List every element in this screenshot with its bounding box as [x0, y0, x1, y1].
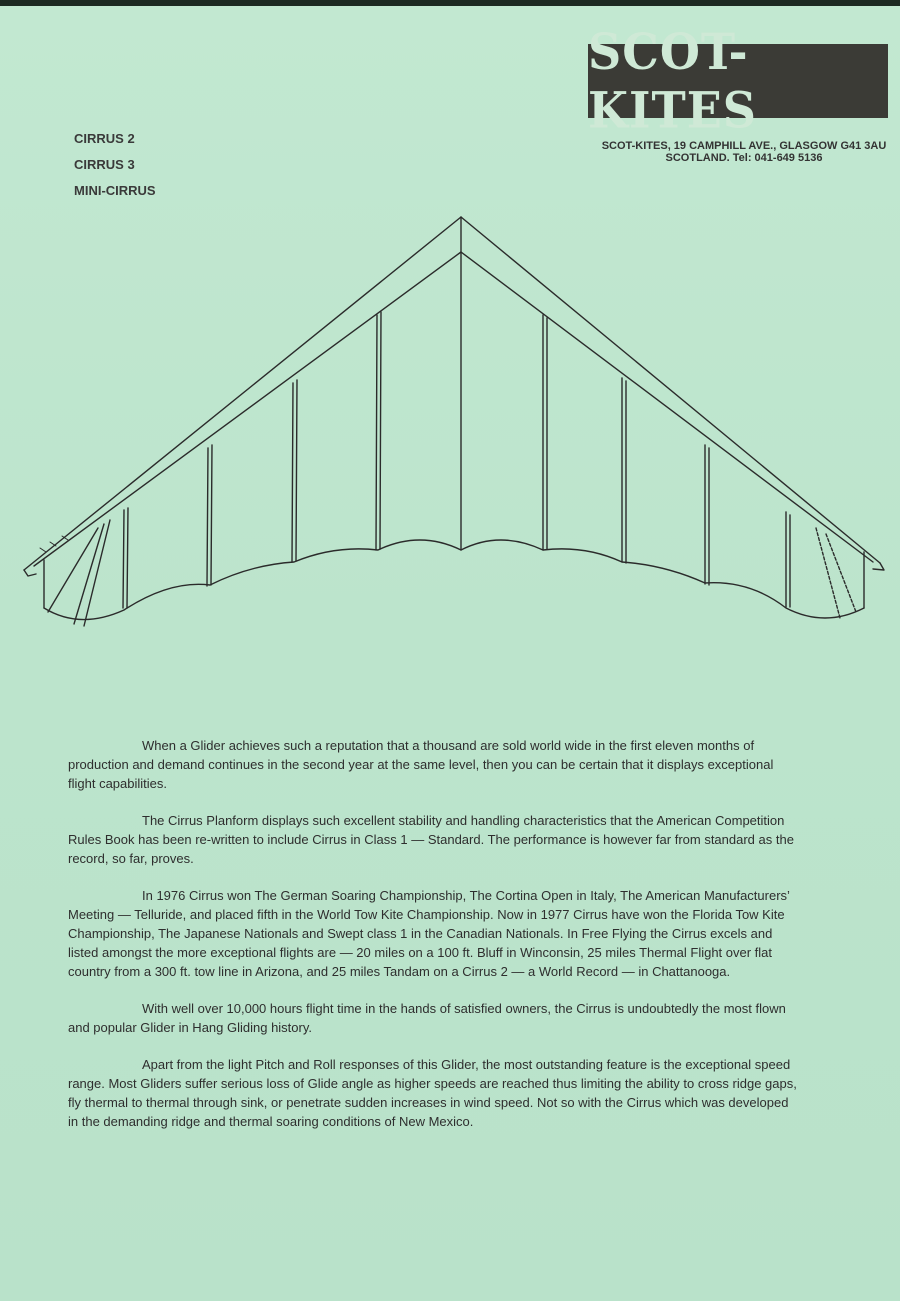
model-list [74, 126, 156, 204]
left-wingtip [24, 570, 36, 576]
right-wingtip [873, 563, 884, 570]
left-batten-2 [207, 448, 208, 586]
left-batten-3 [292, 383, 293, 562]
left-batten-1b [127, 508, 128, 608]
left-tip-batten-c [74, 524, 104, 624]
left-batten-4 [376, 315, 377, 550]
body-text [68, 736, 798, 1149]
left-tip-batten-d [84, 520, 110, 626]
company-address [598, 140, 890, 164]
right-tip-batten-a [816, 528, 840, 618]
model-mini-cirrus: MINI-CIRRUS [74, 183, 156, 198]
trailing-edge [44, 540, 864, 620]
paragraph-reputation: When a Glider achieves such a reputation that a thousand are sold world wide in the first eleven months of production and demand continues in the second year at the same level, then you can be certain that it displays exceptional flight capabilities. [68, 738, 774, 791]
left-batten-3b [296, 380, 297, 561]
left-batten-1 [123, 510, 124, 608]
paragraph-championships: In 1976 Cirrus won The German Soaring Championship, The Cortina Open in Italy, The American Manufacturers’ Meeting — Telluride, and placed fifth in the World Tow Kite Championship. Now in 1977 Cirrus have won the Florida Tow Kite Championship, The Japanese Nationals and Swept class 1 in the Canadian Nationals. In Free Flying the Cirrus excels and listed amongst the more exceptional flights are — 20 miles on a 100 ft. Bluff in Winconsin, 25 miles Thermal Flight over flat country from a 300 ft. tow line in Arizona, and 25 miles Tandam on a Cirrus 2 — a World Record — in Chattanooga. [68, 888, 790, 979]
left-batten-4b [380, 312, 381, 549]
paragraph-flight-hours: With well over 10,000 hours flight time in the hands of satisfied owners, the Cirrus is undoubtedly the most flown and popular Glider in Hang Gliding history. [68, 1001, 786, 1035]
address-line-2: SCOTLAND. Tel: 041-649 5136 [665, 152, 823, 164]
left-batten-2b [211, 445, 212, 585]
left-leading-edge-inner [34, 252, 873, 566]
logo-text: SCOT-KITES [588, 22, 758, 140]
model-cirrus-3: CIRRUS 3 [74, 157, 135, 172]
left-leading-edge [24, 217, 880, 570]
model-cirrus-2: CIRRUS 2 [74, 131, 135, 146]
hang-glider-planform-drawing [0, 205, 900, 645]
address-line-1: SCOT-KITES, 19 CAMPHILL AVE., GLASGOW G41 3AU [601, 140, 887, 152]
paragraph-planform: The Cirrus Planform displays such excellent stability and handling characteristics that the American Competition Rules Book has been re-written to include Cirrus in Class 1 — Standard. The performance is however far from standard as the record, so far, proves. [68, 813, 794, 866]
page-top-edge [0, 0, 900, 6]
paragraph-speed-range: Apart from the light Pitch and Roll responses of this Glider, the most outstanding feature is the exceptional speed range. Most Gliders suffer serious loss of Glide angle as higher speeds are reached thus limiting the ability to cross ridge gaps, fly thermal to thermal through sink, or penetrate sudden increases in wind speed. Not so with the Cirrus which was developed in the demanding ridge and thermal soaring conditions of New Mexico. [68, 1057, 797, 1129]
scot-kites-logo [588, 22, 888, 140]
